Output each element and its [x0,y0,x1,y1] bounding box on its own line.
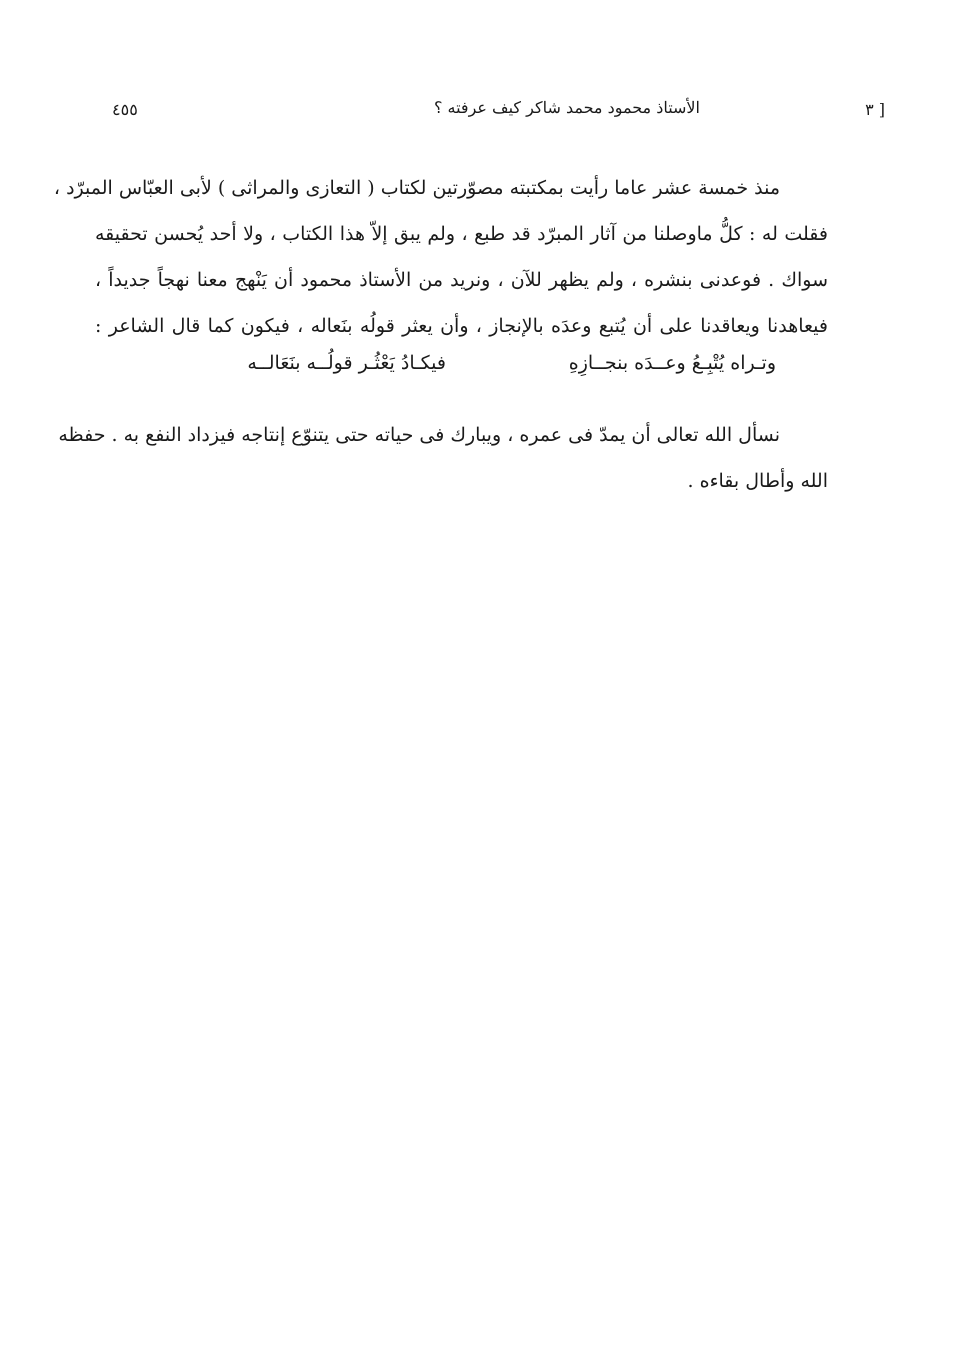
verse-first-hemistich: وتـراه يُتْبِـعُ وعــدَه بنجــازِهِ [568,352,776,374]
paragraph-2 [58,412,828,504]
paragraph-line: منذ خمسة عشر عاما رأيت بمكتبته مصوّرتين لكتاب ( التعازى والمراثى ) لأبى العبّاس المبرّد ، [53,177,780,199]
paragraph-1 [53,165,828,349]
paragraph-line: نسأل الله تعالى أن يمدّ فى عمره ، ويبارك فى حياته حتى يتنوّع إنتاجه فيزداد النفع به . حفظه [58,424,780,446]
running-title: الأستاذ محمود محمد شاكر كيف عرفته ؟ [433,98,700,117]
page-header [100,98,900,130]
paragraph-line: سواك . فوعدنى بنشره ، ولم يظهر للآن ، ونريد من الأستاذ محمود أن يَنْهج معنا نهجاً جديداً ، [95,269,828,291]
page-number: ٤٥٥ [112,100,138,119]
chapter-marker: [ ٣ [865,100,885,119]
paragraph-line: فيعاهدنا ويعاقدنا على أن يُتبع وعدَه بالإنجاز ، وأن يعثر قولُه بنَعاله ، فيكون كما قال الشاعر : [95,315,828,337]
verse-second-hemistich: فيكـادُ يَعْثُـر قولُــه بنَعَالــه [247,352,446,374]
paragraph-line: فقلت له : كلُّ ماوصلنا من آثار المبرّد قد طبع ، ولم يبق إلاّ هذا الكتاب ، ولا أحد يُحسن تحقيقه [95,223,828,245]
paragraph-line: الله وأطال بقاءه . [687,470,828,492]
poem-verse [200,352,776,392]
